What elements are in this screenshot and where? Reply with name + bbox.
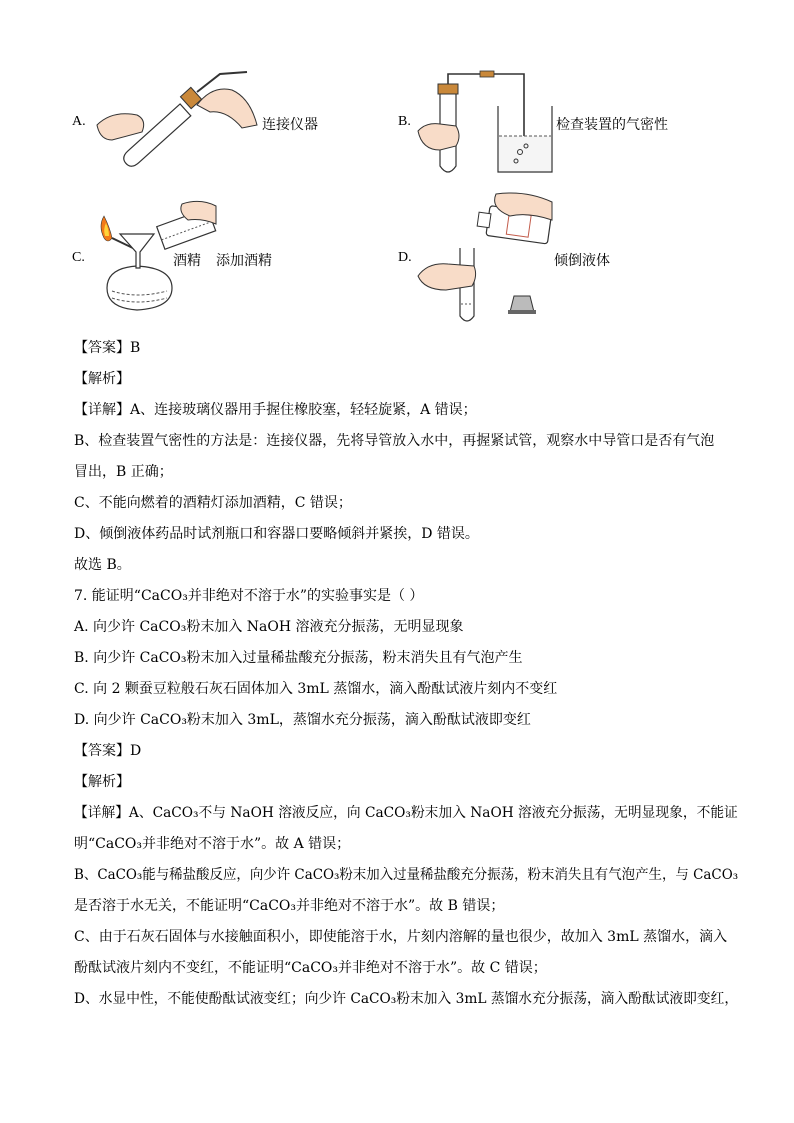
q7-detail-line-1: 【详解】A、CaCO₃不与 NaOH 溶液反应，向 CaCO₃粉末加入 NaOH 溶液充分振荡，无明显现象，不能证: [74, 805, 738, 821]
figure-c-caption: 添加酒精: [216, 254, 272, 269]
q7-detail-line-7: D、水显中性，不能使酚酞试液变红；向少许 CaCO₃粉末加入 3mL 蒸馏水充分振荡，滴入酚酞试液即变红，: [74, 991, 739, 1007]
figure-b-letter: B.: [398, 114, 411, 129]
q6-detail-line-6: 故选 B。: [74, 557, 131, 573]
q6-analysis-heading: 【解析】: [74, 371, 130, 387]
q6-detail-line-5: D、倾倒液体药品时试剂瓶口和容器口要略倾斜并紧挨，D 错误。: [74, 526, 479, 542]
q7-option-b: B. 向少许 CaCO₃粉末加入过量稀盐酸充分振荡，粉末消失且有气泡产生: [74, 650, 523, 666]
q6-detail-line-4: C、不能向燃着的酒精灯添加酒精，C 错误；: [74, 495, 352, 511]
q7-detail-line-5: C、由于石灰石固体与水接触面积小，即使能溶于水，片刻内溶解的量也很少，故加入 3mL 蒸馏水，滴入: [74, 929, 728, 945]
q7-option-a: A. 向少许 CaCO₃粉末加入 NaOH 溶液充分振荡，无明显现象: [74, 619, 464, 635]
figure-c-bottle-label: 酒精: [173, 254, 201, 269]
figure-d-caption: 倾倒液体: [554, 254, 610, 269]
q7-analysis-heading: 【解析】: [74, 774, 130, 790]
q6-detail-line-2: B、检查装置气密性的方法是：连接仪器，先将导管放入水中，再握紧试管，观察水中导管口是否有气泡: [74, 433, 715, 449]
q7-stem: 7. 能证明“CaCO₃并非绝对不溶于水”的实验事实是（ ）: [74, 588, 424, 604]
figure-a-letter: A.: [72, 114, 86, 129]
q7-option-d: D. 向少许 CaCO₃粉末加入 3mL，蒸馏水充分振荡，滴入酚酞试液即变红: [74, 712, 531, 728]
q7-detail-line-4: 是否溶于水无关，不能证明“CaCO₃并非绝对不溶于水”。故 B 错误；: [74, 898, 505, 914]
q6-detail-line-3: 冒出，B 正确；: [74, 464, 173, 480]
q7-answer: 【答案】D: [74, 743, 142, 759]
figure-d-letter: D.: [398, 250, 412, 265]
figure-d-illustration: [416, 192, 556, 328]
q7-detail-line-6: 酚酞试液片刻内不变红，不能证明“CaCO₃并非绝对不溶于水”。故 C 错误；: [74, 960, 547, 976]
figure-a-caption: 连接仪器: [262, 118, 318, 133]
q7-detail-line-3: B、CaCO₃能与稀盐酸反应，向少许 CaCO₃粉末加入过量稀盐酸充分振荡，粉末消失且有气泡产生，与 CaCO₃: [74, 867, 739, 883]
q7-detail-line-2: 明“CaCO₃并非绝对不溶于水”。故 A 错误；: [74, 836, 351, 852]
figure-b-illustration: [416, 66, 556, 181]
q6-detail-line-1: 【详解】A、连接玻璃仪器用手握住橡胶塞，轻轻旋紧，A 错误；: [74, 402, 477, 418]
figure-b-caption: 检查装置的气密性: [556, 118, 668, 133]
q6-answer: 【答案】B: [74, 340, 141, 356]
figure-c-letter: C.: [72, 250, 85, 265]
figure-a-illustration: [92, 70, 262, 180]
q7-option-c: C. 向 2 颗蚕豆粒般石灰石固体加入 3mL 蒸馏水，滴入酚酞试液片刻内不变红: [74, 681, 558, 697]
